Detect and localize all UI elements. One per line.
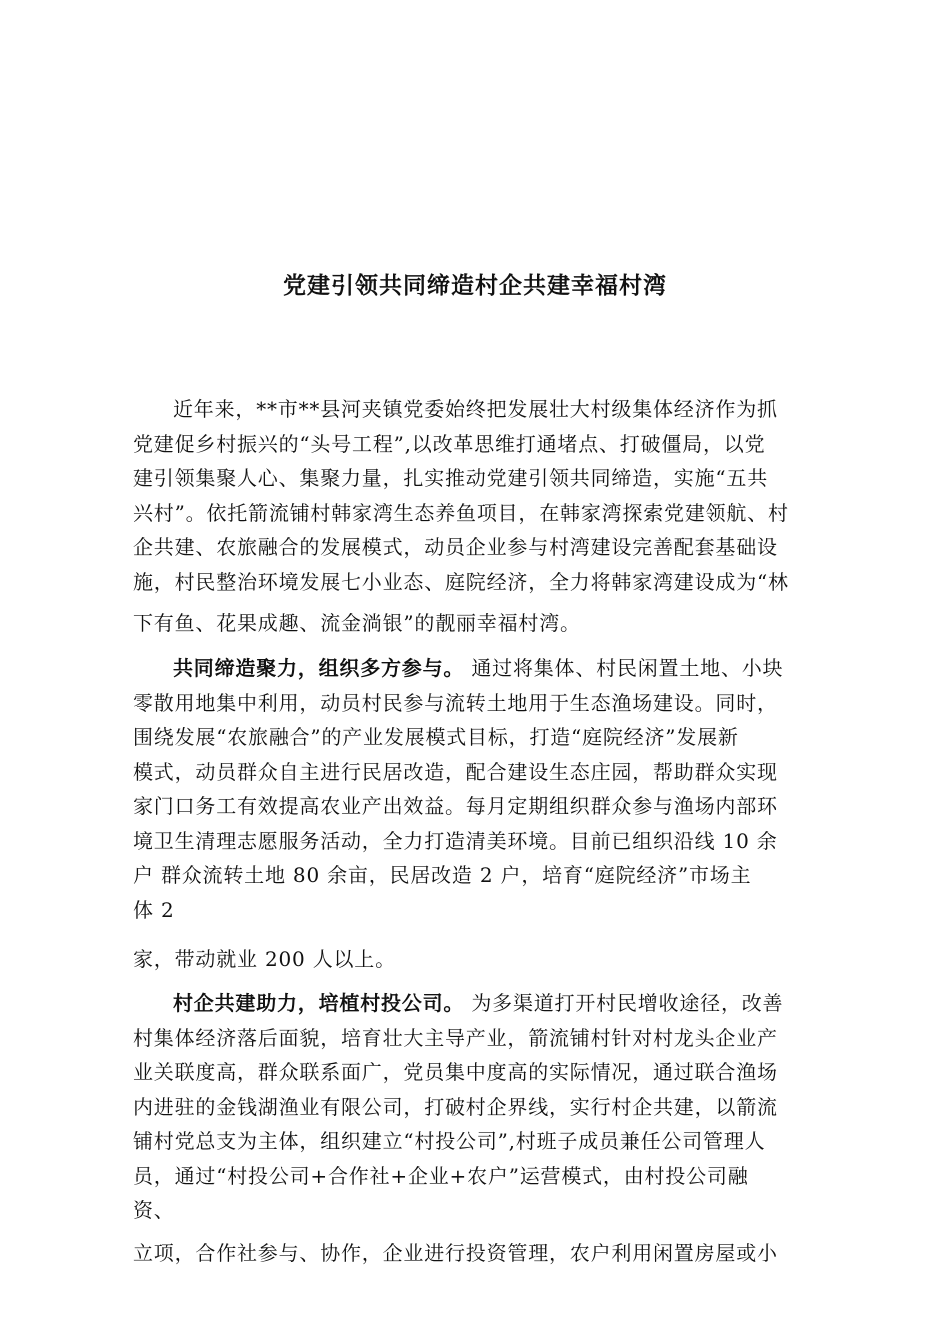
paragraph-intro-last-line bbox=[133, 606, 823, 641]
text-line: 企共建、农旅融合的发展模式，动员企业参与村湾建设完善配套基础设 bbox=[133, 535, 778, 559]
paragraph-village-enterprise-tail bbox=[133, 1236, 823, 1271]
text-line: 立项，合作社参与、协作，企业进行投资管理，农户利用闲置房屋或小 bbox=[133, 1241, 778, 1265]
text-line: 围绕发展“农旅融合”的产业发展模式目标，打造“庭院经济”发展新 bbox=[133, 725, 739, 749]
text-line: 下有鱼、花果成趣、流金淌银”的靓丽幸福村湾。 bbox=[133, 611, 581, 635]
text-line: 员，通过“村投公司+合作社+企业+农户”运营模式，由村投公司融 bbox=[133, 1163, 749, 1188]
text-line: 资、 bbox=[133, 1198, 175, 1222]
text-line: 兴村”。依托箭流铺村韩家湾生态养鱼项目，在韩家湾探索党建领航、村 bbox=[133, 500, 789, 525]
text-line bbox=[133, 651, 823, 686]
text-line: 内进驻的金钱湖渔业有限公司，打破村企界线，实行村企共建，以箭流 bbox=[133, 1094, 778, 1119]
text-line: 零散用地集中利用，动员村民参与流转土地用于生态渔场建设。同时， bbox=[133, 690, 778, 715]
paragraph-co-creation-tail bbox=[133, 942, 823, 977]
text-line: 模式，动员群众自主进行民居改造，配合建设生态庄园，帮助群众实现 bbox=[133, 759, 778, 784]
text-line: 家门口务工有效提高农业产出效益。每月定期组织群众参与渔场内部环 bbox=[133, 794, 778, 818]
text-line: 近年来，**市**县河夹镇党委始终把发展壮大村级集体经济作为抓 bbox=[173, 397, 778, 421]
text-line: 境卫生清理志愿服务活动，全力打造清美环境。目前已组织沿线 10 余 bbox=[133, 828, 778, 853]
paragraph-intro bbox=[133, 392, 823, 599]
text-line: 体 2 bbox=[133, 897, 175, 922]
paragraph-co-creation bbox=[133, 651, 823, 927]
paragraph-lead-heading: 村企共建助力，培植村投公司。 bbox=[173, 991, 465, 1015]
text-line: 家，带动就业 200 人以上。 bbox=[133, 947, 396, 971]
text-fragment: 为多渠道打开村民增收途径，改善 bbox=[464, 991, 784, 1015]
text-line bbox=[133, 986, 823, 1021]
document-title: 党建引领共同缔造村企共建幸福村湾 bbox=[283, 272, 667, 299]
text-line: 施，村民整治环境发展七小业态、庭院经济，全力将韩家湾建设成为“林 bbox=[133, 569, 789, 594]
paragraph-village-enterprise bbox=[133, 986, 823, 1228]
text-line: 铺村党总支为主体，组织建立“村投公司”,村班子成员兼任公司管理人 bbox=[133, 1129, 766, 1153]
text-line: 村集体经济落后面貌，培育壮大主导产业，箭流铺村针对村龙头企业产 bbox=[133, 1025, 778, 1050]
text-line: 业关联度高，群众联系面广，党员集中度高的实际情况，通过联合渔场 bbox=[133, 1060, 778, 1084]
text-fragment: 通过将集体、村民闲置土地、小块 bbox=[464, 656, 784, 680]
text-line: 党建促乡村振兴的“头号工程”,以改革思维打通堵点、打破僵局，以党 bbox=[133, 431, 766, 456]
text-line: 户 群众流转土地 80 余亩，民居改造 2 户，培育“庭院经济”市场主 bbox=[133, 863, 752, 887]
text-line: 建引领集聚人心、集聚力量，扎实推动党建引领共同缔造，实施“五共 bbox=[133, 466, 769, 490]
paragraph-lead-heading: 共同缔造聚力，组织多方参与。 bbox=[173, 656, 465, 680]
